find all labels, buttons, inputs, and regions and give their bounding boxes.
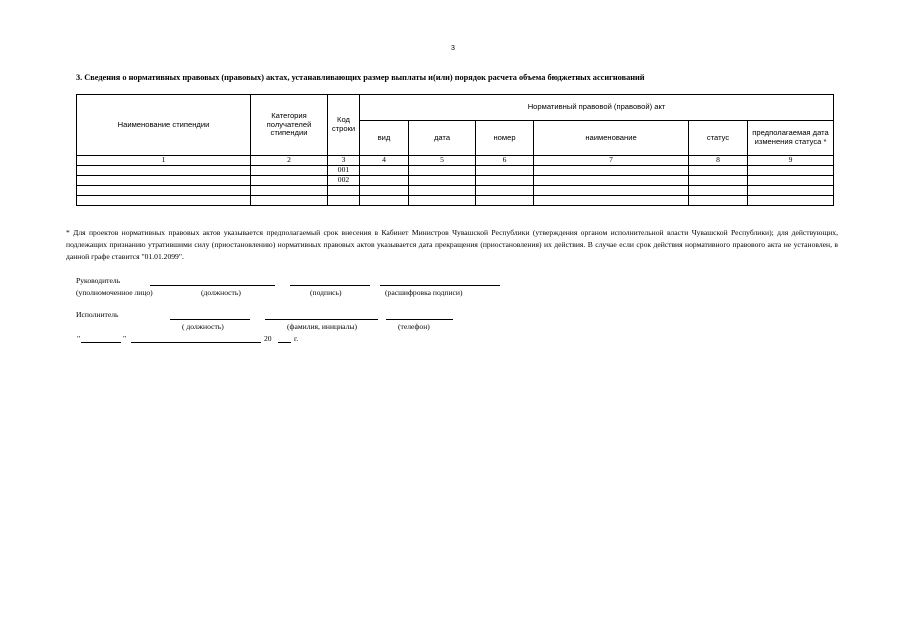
decode-label: (расшифровка подписи)	[385, 288, 463, 297]
column-number: 9	[748, 156, 834, 166]
row-code: 001	[328, 166, 360, 176]
row-code	[328, 196, 360, 206]
decode-line	[380, 285, 500, 286]
column-number: 5	[409, 156, 476, 166]
header-number: номер	[476, 121, 534, 156]
date-month-line	[131, 342, 261, 343]
column-number: 8	[689, 156, 748, 166]
year-suffix: г.	[294, 334, 299, 343]
header-type: вид	[360, 121, 409, 156]
table-row	[77, 196, 834, 206]
table-row	[77, 176, 834, 186]
column-number: 7	[534, 156, 689, 166]
signature-line	[290, 285, 370, 286]
year-prefix: 20	[264, 334, 272, 343]
column-number: 6	[476, 156, 534, 166]
signature-label: (подпись)	[310, 288, 342, 297]
date-day-line	[81, 342, 121, 343]
exec-phone-line	[386, 319, 453, 320]
header-recipient-category: Категория получателей стипендии	[251, 95, 328, 156]
executor-label: Исполнитель	[76, 310, 119, 319]
position-label: (должность)	[201, 288, 241, 297]
column-number: 2	[251, 156, 328, 166]
date-open-quote: "	[77, 334, 81, 343]
row-code: 002	[328, 176, 360, 186]
position-line	[150, 285, 275, 286]
row-code	[328, 186, 360, 196]
date-close-quote: "	[123, 334, 127, 343]
head-sub-label: (уполномоченное лицо)	[76, 288, 153, 297]
column-number: 3	[328, 156, 360, 166]
exec-name-label: (фамилия, инициалы)	[287, 322, 358, 331]
section-title: 3. Сведения о нормативных правовых (правовых) актах, устанавливающих размер выплаты и(или) порядок расчета объема бюджетных ассигнований	[76, 73, 645, 82]
column-numbers-row	[77, 156, 834, 166]
table-row	[77, 166, 834, 176]
normative-acts-table	[76, 94, 834, 206]
exec-position-line	[170, 319, 250, 320]
header-normative-act: Нормативный правовой (правовой) акт	[360, 95, 834, 121]
exec-position-label: ( должность)	[182, 322, 224, 331]
header-row-code: Код строки	[328, 95, 360, 156]
table-row	[77, 186, 834, 196]
header-date: дата	[409, 121, 476, 156]
header-scholarship-name: Наименование стипендии	[77, 95, 251, 156]
exec-name-line	[265, 319, 378, 320]
header-status: статус	[689, 121, 748, 156]
header-name: наименование	[534, 121, 689, 156]
column-number: 1	[77, 156, 251, 166]
head-label: Руководитель	[76, 276, 121, 285]
page-number: 3	[451, 45, 455, 52]
footnote: * Для проектов нормативных правовых актов указывается предполагаемый срок внесения в Кабинет Министров Чувашской Республики (утверждения органом исполнительной власти Чувашской Республики); для действующих, подлежащих признанию утратившими силу (приостановлению) нормативных правовых актов указывается дата прекращения (приостановления) их действия. В случае если срок действия нормативного правового акта не установлен, в данной графе ставится "01.01.2099".	[66, 228, 838, 261]
column-number: 4	[360, 156, 409, 166]
header-expected-date: предполагаемая дата изменения статуса *	[748, 121, 834, 156]
year-line	[278, 342, 291, 343]
phone-label: (телефон)	[398, 322, 430, 331]
